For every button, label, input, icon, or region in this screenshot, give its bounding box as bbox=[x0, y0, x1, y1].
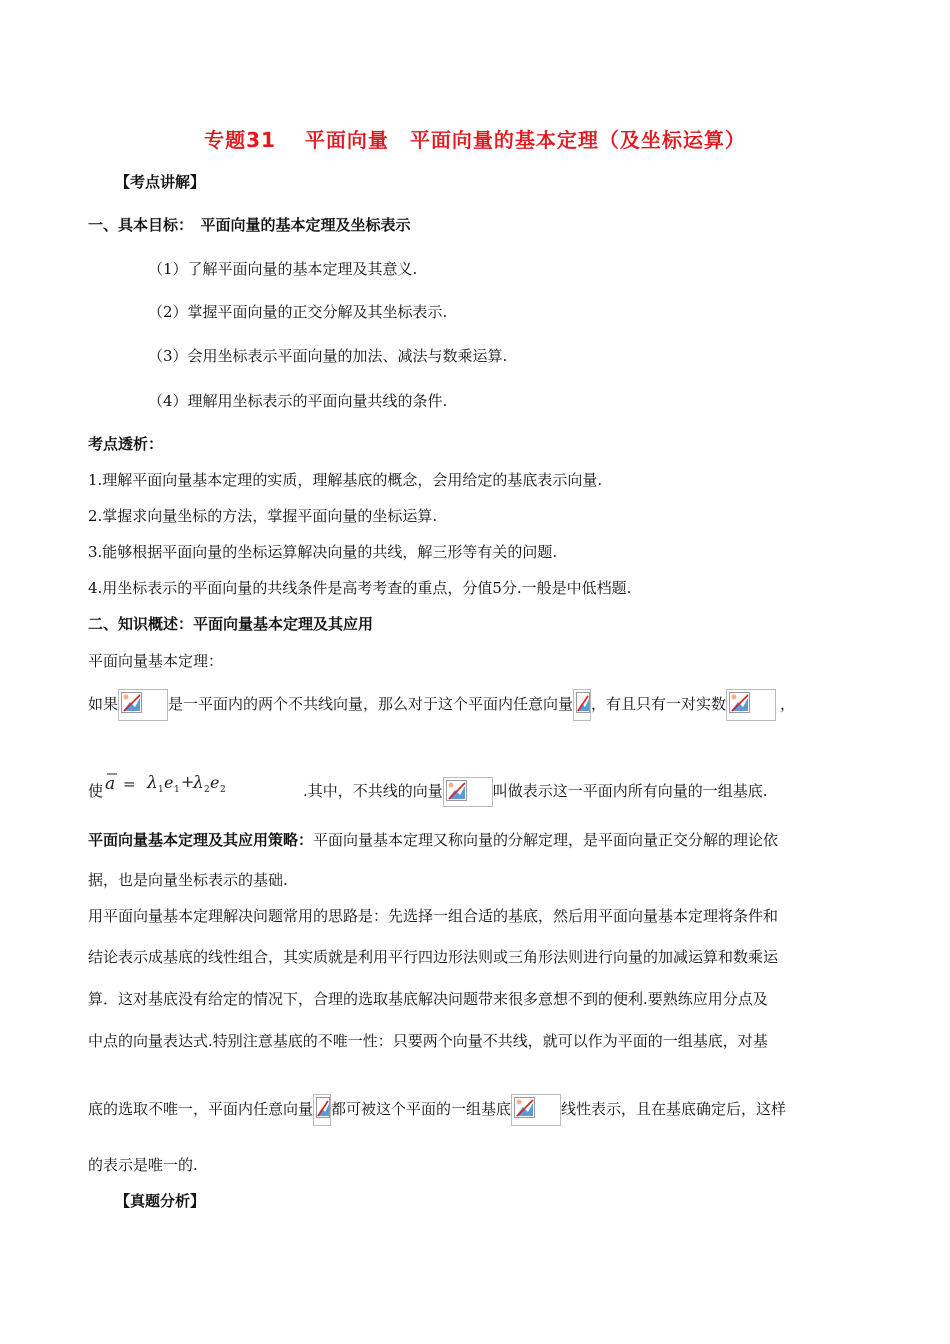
strategy-line-2: 据，也是向量坐标表示的基础. bbox=[88, 871, 288, 889]
formula-sub2: 2 bbox=[204, 785, 210, 795]
section-zhenti-heading: 【真题分析】 bbox=[115, 1192, 206, 1210]
goal-item: （1）了解平面向量的基本定理及其意义. bbox=[148, 260, 418, 278]
broken-image-icon bbox=[118, 689, 168, 721]
section-1-heading: 一、具本目标： 平面向量的基本定理及坐标表示 bbox=[88, 216, 411, 234]
page-title: 专题31 平面向量 平面向量的基本定理（及坐标运算） bbox=[204, 128, 746, 152]
usage-line-5: 底的选取不唯一，平面内任意向量 都可被这个平面的一组基底 线性表示，且在基底确定后，这样 bbox=[88, 1093, 786, 1126]
usage-line: 用平面向量基本定理解决问题常用的思路是：先选择一组合适的基底，然后用平面向量基本定理将条件和 bbox=[88, 907, 779, 925]
basis-formula bbox=[103, 772, 303, 805]
broken-image-icon bbox=[313, 1094, 331, 1126]
analysis-item: 1.理解平面向量基本定理的实质，理解基底的概念，会用给定的基底表示向量. bbox=[88, 471, 603, 489]
formula-esub2: 2 bbox=[220, 785, 226, 795]
section-kaodian-heading: 【考点讲解】 bbox=[115, 173, 206, 191]
formula-eq: = bbox=[123, 775, 136, 793]
formula-e1: e bbox=[164, 773, 174, 792]
analysis-item: 3.能够根据平面向量的坐标运算解决向量的共线，解三形等有关的问题. bbox=[88, 543, 558, 561]
formula-e2: e bbox=[210, 773, 220, 792]
goal-item: （2）掌握平面向量的正交分解及其坐标表示. bbox=[148, 303, 448, 321]
analysis-item: 2.掌握求向量坐标的方法，掌握平面向量的坐标运算. bbox=[88, 507, 438, 525]
analysis-item: 4.用坐标表示的平面向量的共线条件是高考考查的重点，分值5分.一般是中低档题. bbox=[88, 579, 632, 597]
formula-esub1: 1 bbox=[174, 785, 180, 795]
usage-line: 中点的向量表达式.特别注意基底的不唯一性：只要两个向量不共线，就可以作为平面的一组基底，对基 bbox=[88, 1032, 768, 1050]
broken-image-icon bbox=[511, 1094, 561, 1126]
section-2-heading: 二、知识概述：平面向量基本定理及其应用 bbox=[88, 615, 374, 633]
formula-a: a bbox=[105, 774, 116, 794]
usage-line: 算．这对基底没有给定的情况下，合理的选取基底解决问题带来很多意想不到的便利.要熟练应用分点及 bbox=[88, 990, 768, 1008]
strategy-line-1: 平面向量基本定理及其应用策略：平面向量基本定理又称向量的分解定理，是平面向量正交分解的理论依 bbox=[88, 831, 779, 849]
goal-item: （3）会用坐标表示平面向量的加法、减法与数乘运算. bbox=[148, 347, 508, 365]
formula-sub1: 1 bbox=[158, 785, 164, 795]
formula-plus: + bbox=[181, 772, 195, 791]
theorem-line-1: 如果 是一平面内的两个不共线向量，那么对于这个平面内任意向量 ，有且只有一对实数 ， bbox=[88, 688, 795, 721]
formula-lambda2: λ bbox=[193, 773, 204, 793]
theorem-line-2: 使 a = λ 1 e 1 + λ 2 e 2 .其中，不共线的向量 叫做表示这一平面内所有向量的一组基底. bbox=[88, 776, 768, 807]
analysis-heading: 考点透析： bbox=[88, 435, 164, 453]
usage-line: 结论表示成基底的线性组合，其实质就是利用平行四边形法则或三角形法则进行向量的加减运算和数乘运 bbox=[88, 948, 779, 966]
formula-lambda1: λ bbox=[147, 773, 158, 793]
theorem-label: 平面向量基本定理： bbox=[88, 652, 224, 670]
broken-image-icon bbox=[573, 689, 591, 721]
usage-line-6: 的表示是唯一的. bbox=[88, 1156, 198, 1174]
broken-image-icon bbox=[443, 777, 493, 807]
broken-image-icon bbox=[726, 689, 776, 721]
goal-item: （4）理解用坐标表示的平面向量共线的条件. bbox=[148, 392, 448, 410]
